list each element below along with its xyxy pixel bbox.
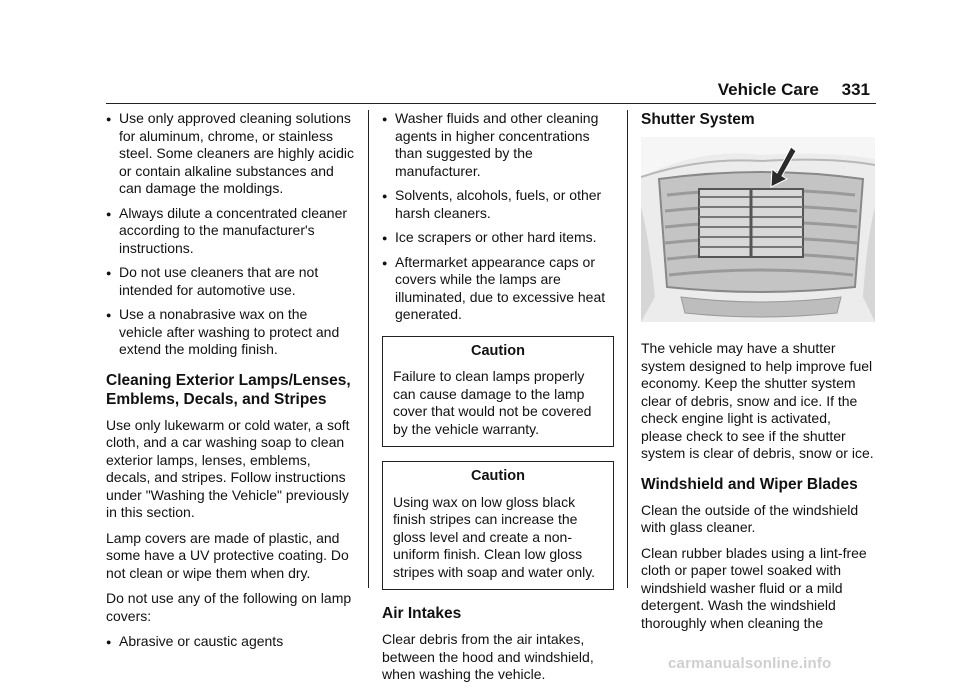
cleaning-bullets (106, 110, 354, 359)
air-intakes-paragraph: Clear debris from the air intakes, between the hood and windshield, when washing the vehicle. (382, 631, 594, 682)
page-header (718, 80, 870, 100)
lamp-bullets-continued (382, 110, 614, 324)
do-not-use-paragraph: Do not use any of the following on lamp covers: (106, 590, 352, 624)
list-item: ● Abrasive or caustic agents (106, 633, 354, 651)
list-item: ● Use a nonabrasive wax on the vehicle after washing to protect and extend the molding finish. (106, 306, 354, 359)
list-item: ● Solvents, alcohols, fuels, or other harsh cleaners. (382, 187, 614, 222)
lamps-heading: Cleaning Exterior Lamps/Lenses, Emblems, Decals, and Stripes (106, 371, 351, 408)
header-rule (106, 103, 876, 104)
lamps-paragraph: Use only lukewarm or cold water, a soft cloth, and a car washing soap to clean exterior lamps, lenses, emblems, decals, and stripes. Follow instructions under "Washing the Vehicle" previously in this section. (106, 416, 350, 520)
caution-text: Failure to clean lamps properly can cause damage to the lamp cover that would not be covered by the vehicle warranty. (393, 368, 592, 437)
column-2 (382, 110, 614, 692)
list-item: ● Washer fluids and other cleaning agents in higher concentrations than suggested by the manufacturer. (382, 110, 614, 180)
caution-box-wax (382, 461, 614, 590)
shutter-system-image (641, 137, 875, 322)
column-divider (627, 110, 628, 588)
windshield-paragraph-2: Clean rubber blades using a lint-free cloth or paper towel soaked with windshield washer fluid or a mild detergent. Wash the windshield thoroughly when cleaning the (641, 544, 867, 631)
column-divider (368, 110, 369, 588)
caution-box-lamps (382, 336, 614, 448)
lamp-covers-paragraph: Lamp covers are made of plastic, and some have a UV protective coating. Do not clean or wipe them when dry. (106, 529, 349, 581)
shutter-heading: Shutter System (641, 111, 755, 128)
list-item: ● Ice scrapers or other hard items. (382, 229, 614, 247)
list-item: ● Use only approved cleaning solutions for aluminum, chrome, or stainless steel. Some cleaners are highly acidic or contain alkaline substances and can damage the moldings. (106, 110, 354, 198)
shutter-paragraph: The vehicle may have a shutter system designed to help improve fuel economy. Keep the shutter system clear of debris, snow and ice. If the check engine light is activated, please check to see if the shutter system is clear of debris, snow or ice. (641, 340, 874, 461)
column-1 (106, 110, 354, 658)
caution-title: Caution (471, 468, 525, 484)
air-intakes-heading: Air Intakes (382, 605, 462, 622)
list-item: ● Do not use cleaners that are not intended for automotive use. (106, 264, 354, 299)
page-number: 331 (841, 80, 870, 99)
windshield-heading: Windshield and Wiper Blades (641, 475, 858, 493)
section-title: Vehicle Care (717, 80, 819, 99)
column-3 (641, 110, 875, 640)
watermark: carmanualsonline.info (668, 655, 832, 672)
caution-title: Caution (471, 342, 525, 359)
lamp-bullets (106, 633, 354, 651)
caution-text: Using wax on low gloss black finish stripes can increase the gloss level and create a non-uniform finish. Clean low gloss stripes with soap and water only. (393, 493, 596, 580)
list-item: ● Aftermarket appearance caps or covers while the lamps are illuminated, due to excessive heat generated. (382, 254, 614, 324)
list-item: ● Always dilute a concentrated cleaner according to the manufacturer's instructions. (106, 205, 354, 258)
windshield-paragraph-1: Clean the outside of the windshield with glass cleaner. (641, 501, 859, 535)
